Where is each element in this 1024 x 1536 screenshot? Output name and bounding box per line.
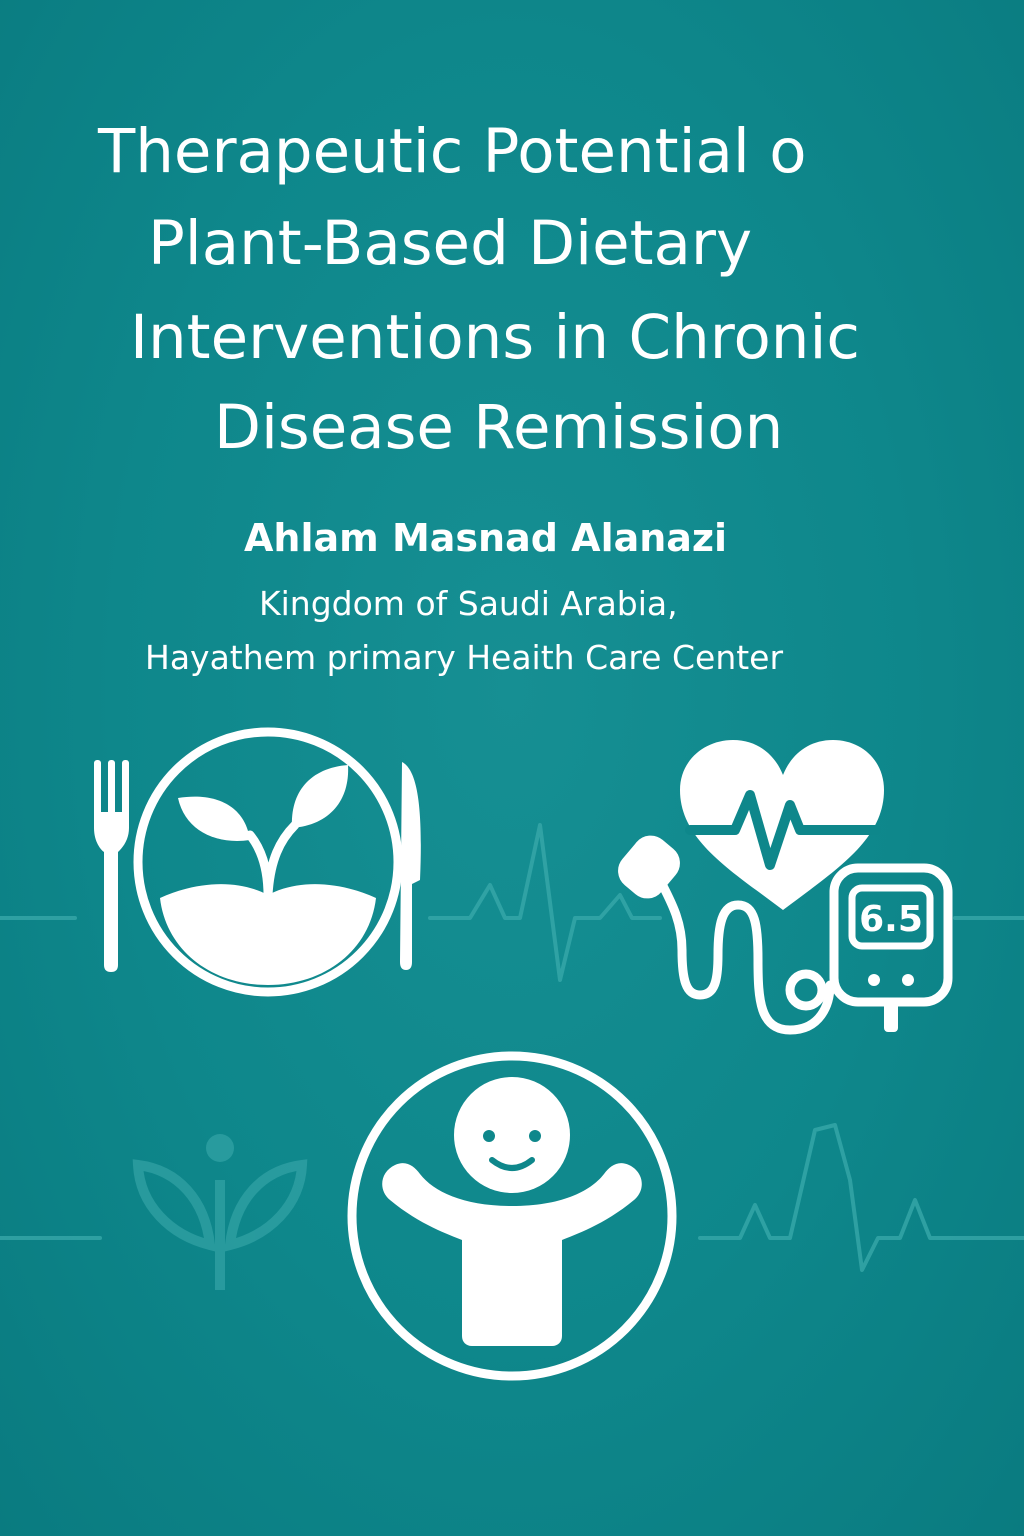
glucometer-icon [834, 868, 948, 1032]
title-line-2: Plant-Based Dietary [148, 208, 753, 279]
happy-person-icon [352, 1056, 672, 1376]
fork-icon [94, 760, 129, 972]
affiliation-line-2: Hayathem primary Heaith Care Center [145, 638, 784, 677]
knife-icon [400, 762, 421, 970]
plate-sprout-icon [138, 732, 398, 992]
affiliation-line-1: Kingdom of Saudi Arabia, [259, 584, 678, 623]
title-line-4: Disease Remission [214, 392, 784, 463]
author-name: Ahlam Masnad Alanazi [244, 516, 728, 560]
title-line-1: Therapeutic Potential o [98, 116, 807, 187]
glucometer-reading: 6.5 [859, 899, 923, 940]
title-line-3: Interventions in Chronic [130, 302, 860, 373]
heart-ecg-icon [680, 740, 884, 910]
